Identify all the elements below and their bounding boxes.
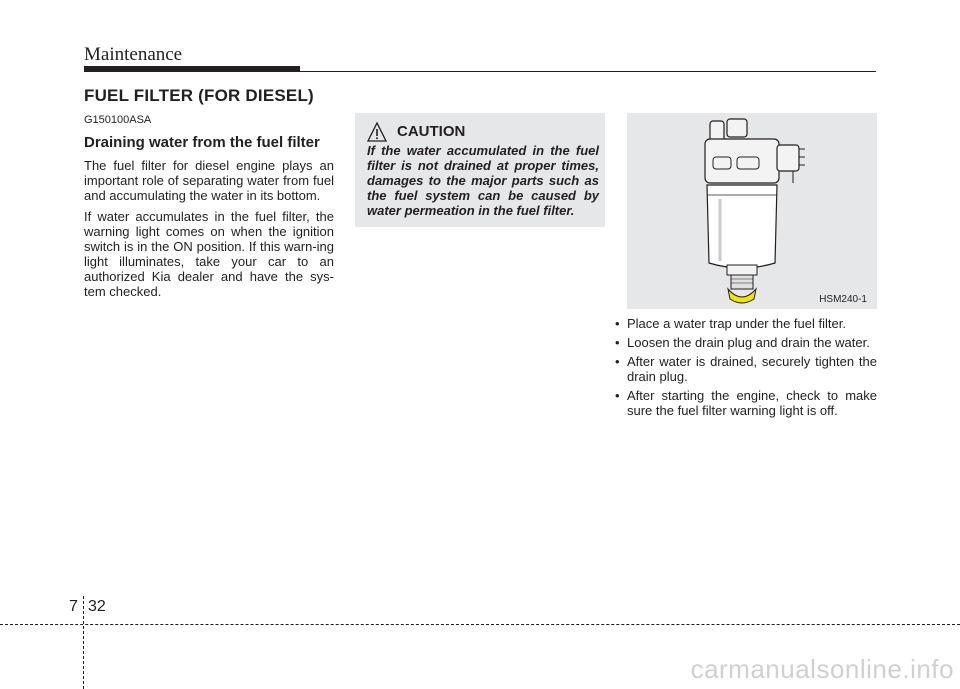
list-item: • After water is drained, securely tighten the drain plug.	[611, 354, 877, 384]
list-item: • Loosen the drain plug and drain the water.	[611, 335, 877, 350]
figure-label: HSM240-1	[819, 294, 867, 305]
header-rule-thick	[84, 66, 300, 72]
list-item: • After starting the engine, check to make sure the fuel filter warning light is off.	[611, 388, 877, 418]
fuel-filter-illustration	[627, 113, 877, 309]
subsection-heading: Draining water from the fuel filter	[84, 134, 320, 151]
chapter-number: 7	[69, 598, 78, 615]
list-item: • Place a water trap under the fuel filter.	[611, 316, 877, 331]
body-paragraph: The fuel filter for diesel engine plays an important role of separating water from fuel and accumulating the water in its bottom.	[84, 158, 334, 203]
drain-steps-list	[611, 316, 877, 422]
section-title: FUEL FILTER (FOR DIESEL)	[84, 86, 314, 105]
watermark: carmanualsonline.info	[690, 654, 954, 684]
warning-triangle-icon	[367, 122, 387, 142]
fuel-filter-figure	[627, 113, 877, 309]
page-header-title: Maintenance	[84, 44, 183, 65]
section-code: G150100ASA	[84, 114, 152, 126]
left-column	[84, 114, 334, 299]
caution-box	[355, 113, 605, 227]
footer-vertical-divider	[83, 596, 84, 689]
footer-divider	[0, 624, 960, 625]
caution-title: CAUTION	[397, 123, 466, 140]
body-paragraph: If water accumulates in the fuel filter, the warning light comes on when the ignition switch is in the ON position. If this warn-ing light illuminates, take your car to an authorized Kia dealer and have the sys-tem checked.	[84, 209, 334, 299]
header-rule-thin	[300, 71, 876, 72]
caution-text: If the water accumulated in the fuel filter is not drained at proper times, damages to the major parts such as the fuel system can be caused by water permeation in the fuel filter.	[367, 143, 599, 218]
page-number: 32	[88, 598, 106, 615]
